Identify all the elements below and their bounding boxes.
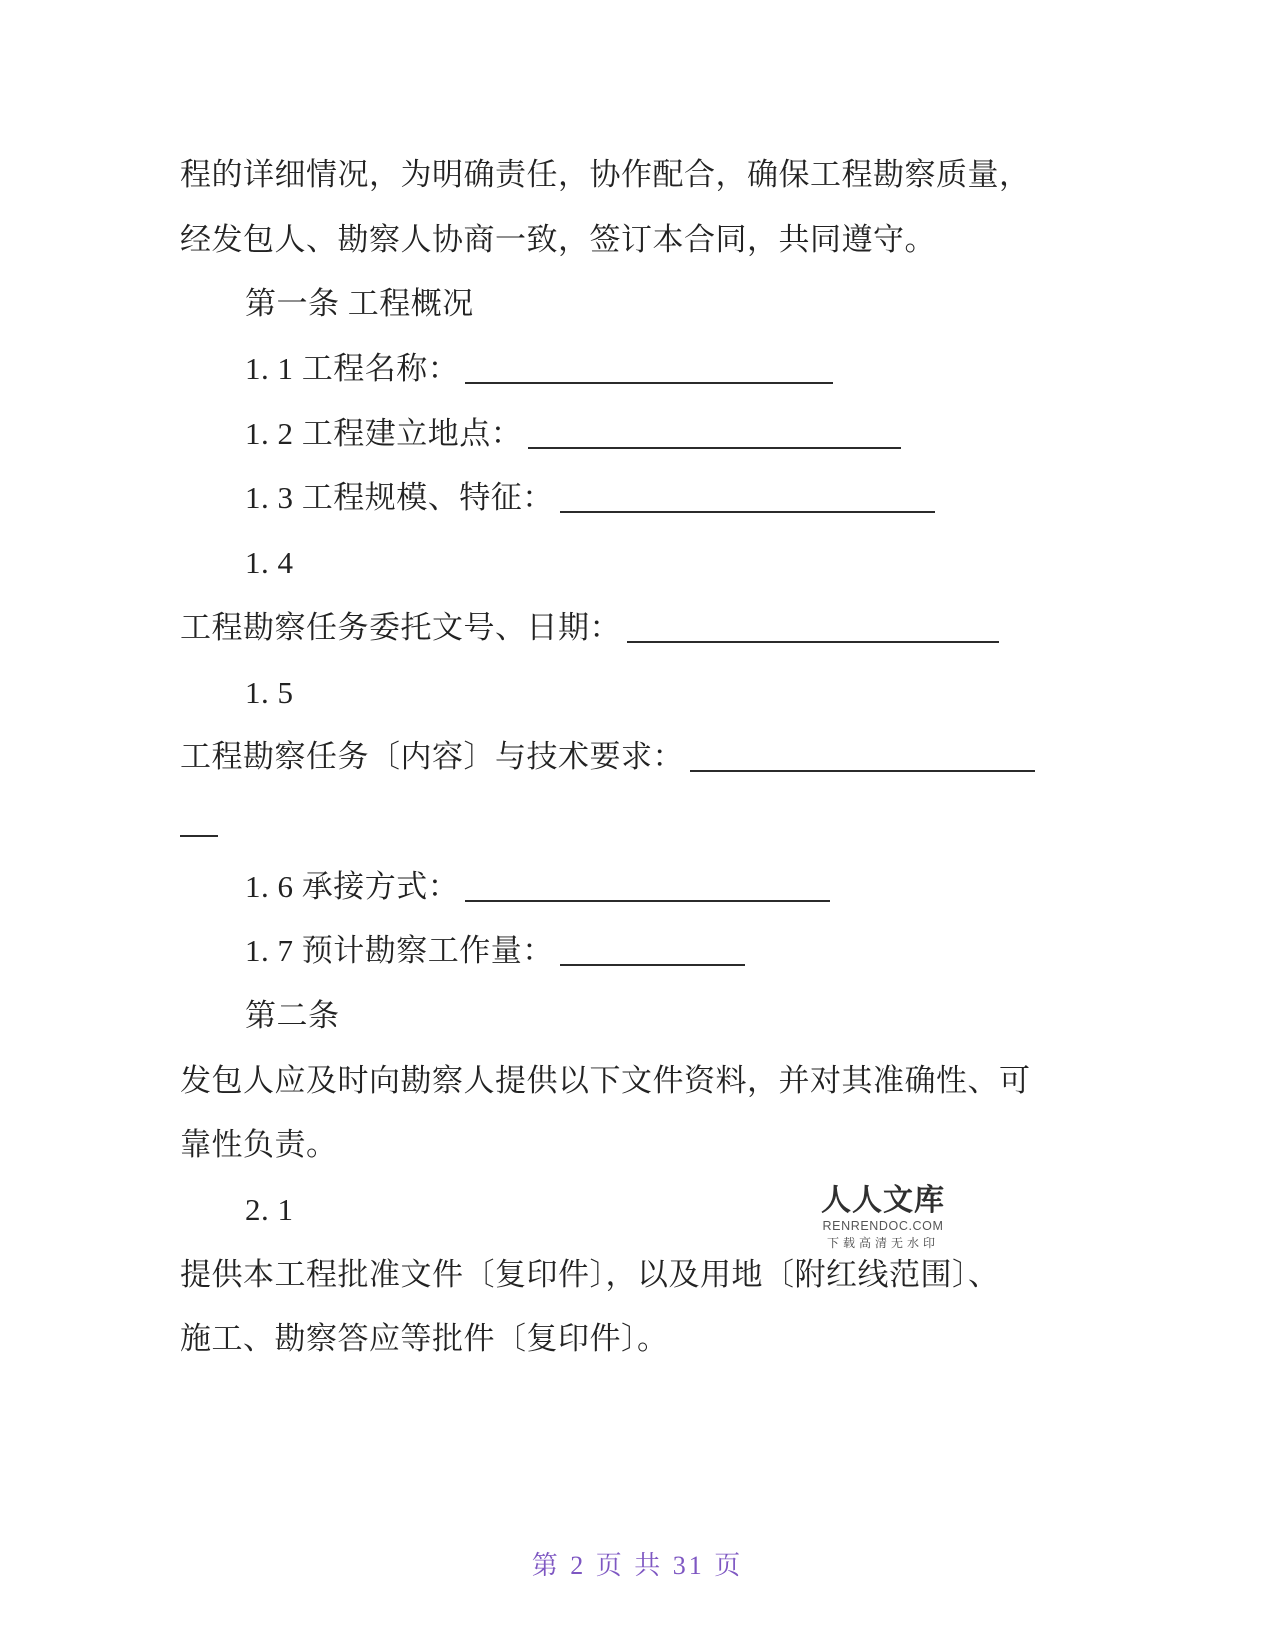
fill-in-blank [465,869,830,902]
blank-continuation-line [180,790,1044,855]
fill-in-blank [560,933,745,966]
fill-in-blank [627,610,999,643]
watermark-domain: RENRENDOC.COM [822,1219,944,1233]
doc-text: 靠性负责。 [180,1127,338,1163]
page-number-label: 第 2 页 共 31 页 [531,1551,744,1580]
clause-item-line [180,855,1044,920]
doc-text: 程的详细情况，为明确责任，协作配合，确保工程勘察质量， [180,157,1031,192]
doc-text: 2. 1 [245,1192,294,1227]
doc-text: 1. 7 预计勘察工作量： [245,933,554,969]
doc-text: 第二条 [245,997,340,1033]
clause-item-line [180,402,1044,467]
clause-item-line [180,596,1044,661]
page-footer [0,1545,1275,1582]
clause-item-line [180,531,1044,596]
doc-text: 1. 2 工程建立地点： [245,415,523,451]
doc-text: 1. 4 [245,545,294,581]
clause-2-paragraph-line [180,1049,1044,1114]
intro-paragraph-line [180,208,1044,273]
clause-item-line [180,919,1044,984]
clause-item-line [180,1243,1044,1308]
fill-in-blank [465,351,833,384]
fill-in-blank [180,804,218,837]
doc-text: 经发包人、勘察人协商一致，签订本合同，共同遵守。 [180,221,936,257]
clause-item-line [180,466,1044,531]
doc-text: 1. 3 工程规模、特征： [245,480,554,516]
clause-2-heading [180,984,1044,1049]
clause-item-line [180,661,1044,726]
clause-item-line [180,1307,1044,1372]
doc-text: 第一条 工程概况 [245,286,474,322]
fill-in-blank [528,416,901,449]
clause-item-line [180,725,1044,790]
doc-text: 工程勘察任务〔内容〕与技术要求： [180,739,684,775]
doc-text: 工程勘察任务委托文号、日期： [180,609,621,645]
clause-item-line [180,337,1044,402]
doc-text: 1. 6 承接方式： [245,868,460,904]
doc-text: 施工、勘察答应等批件〔复印件〕。 [180,1321,669,1357]
doc-text: 提供本工程批准文件〔复印件〕，以及用地〔附红线范围〕、 [180,1256,1000,1292]
renrendoc-watermark [816,1184,950,1252]
doc-text: 发包人应及时向勘察人提供以下文件资料，并对其准确性、可 [180,1062,1031,1098]
doc-text: 1. 1 工程名称： [245,351,460,387]
clause-1-heading [180,272,1044,337]
fill-in-blank [560,480,935,513]
clause-2-paragraph-line [180,1113,1044,1178]
watermark-tagline: 下载高清无水印 [826,1236,939,1250]
doc-text: 1. 5 [245,674,294,710]
fill-in-blank [690,739,1035,772]
intro-paragraph-line [180,143,1044,208]
watermark-title: 人人文库 [821,1184,945,1217]
